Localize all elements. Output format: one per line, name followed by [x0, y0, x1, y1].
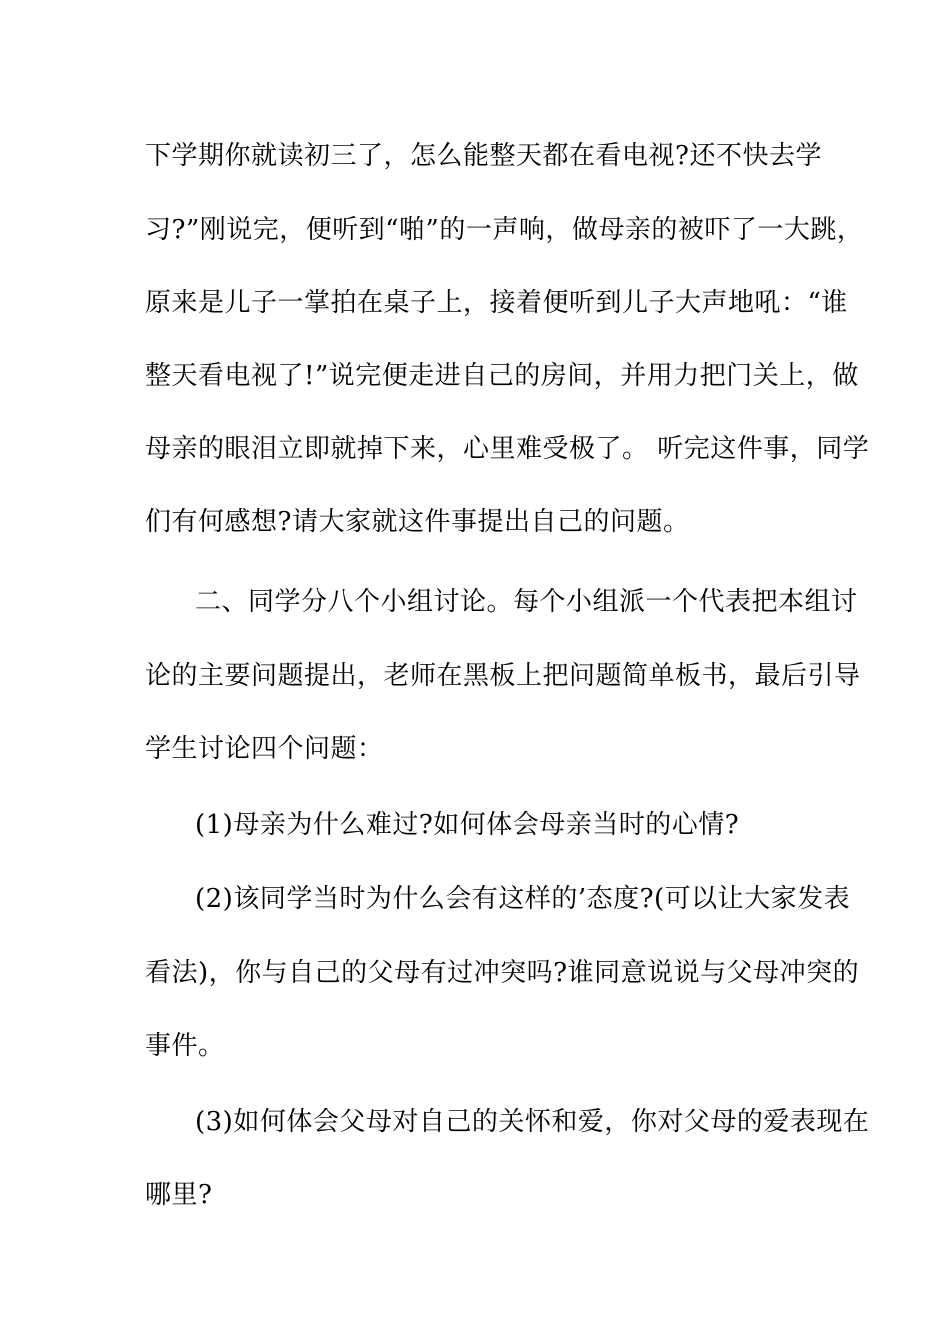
section-heading-line: 二、同学分八个小组讨论。每个小组派一个代表把本组讨 — [195, 587, 858, 617]
paragraph-line: 看法)，你与自己的父母有过冲突吗?谁同意说说与父母冲突的 — [145, 958, 860, 988]
question-3: (3)如何体会父母对自己的关怀和爱，你对父母的爱表现在 — [195, 1107, 870, 1137]
question-2: (2)该同学当时为什么会有这样的’态度?(可以让大家发表 — [195, 884, 851, 914]
paragraph-line: 下学期你就读初三了，怎么能整天都在看电视?还不快去学 — [145, 141, 822, 171]
paragraph-line: 学生讨论四个问题： — [145, 734, 384, 764]
paragraph-line: 整天看电视了!”说完便走进自己的房间，并用力把门关上，做 — [145, 361, 859, 391]
paragraph-line: 母亲的眼泪立即就掉下来，心里难受极了。 听完这件事，同学 — [145, 434, 870, 464]
paragraph-line: 哪里? — [145, 1180, 213, 1210]
paragraph-line: 事件。 — [145, 1031, 225, 1061]
paragraph-line: 原来是儿子一掌拍在桌子上，接着便听到儿子大声地吼：“谁 — [145, 288, 848, 318]
paragraph-line: 们有何感想?请大家就这件事提出自己的问题。 — [145, 507, 690, 537]
question-1: (1)母亲为什么难过?如何体会母亲当时的心情? — [195, 810, 740, 840]
paragraph-line: 习?”刚说完，便听到“啪”的一声响，做母亲的被吓了一大跳， — [145, 215, 864, 245]
paragraph-line: 论的主要问题提出，老师在黑板上把问题简单板书，最后引导 — [145, 661, 861, 691]
